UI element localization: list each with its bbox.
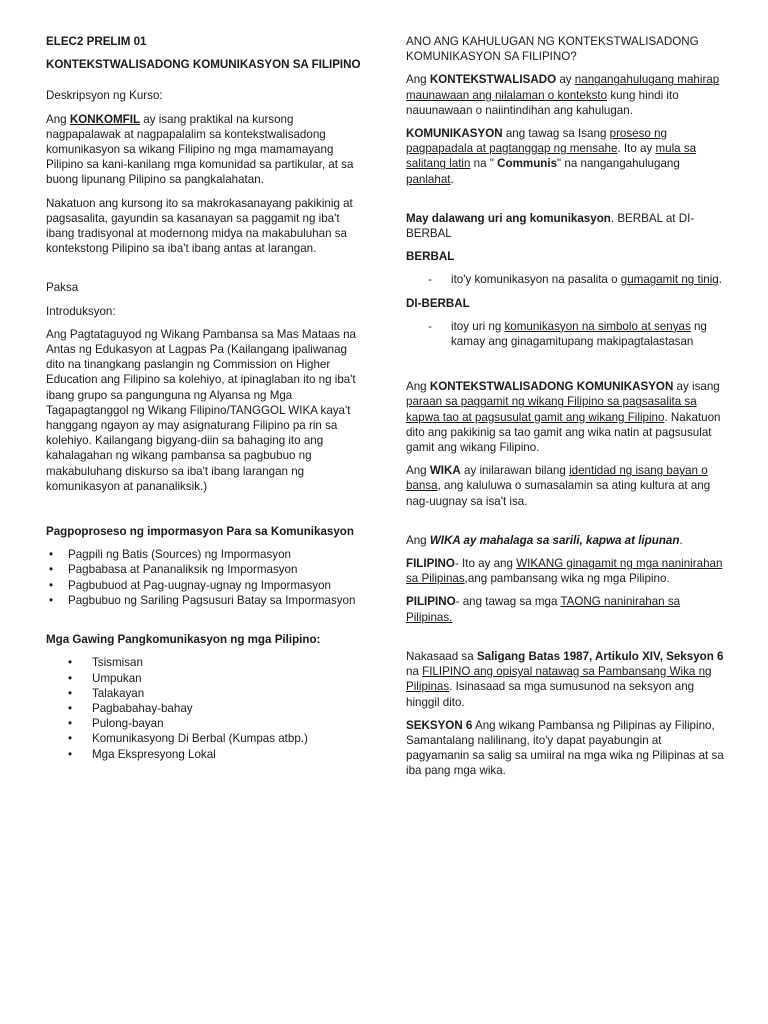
deskripsyon-heading: Deskripsyon ng Kurso: (46, 89, 163, 103)
left-column (46, 34, 368, 770)
list-item: • Pagbabahay-bahay (46, 701, 368, 716)
underlined-text: FILIPINO ang opisyal natawag sa Pambansang Wika ng Pilipinas (406, 665, 712, 694)
text: . (718, 273, 722, 287)
list-item: • Pulong-bayan (46, 716, 368, 731)
term: KOMUNIKASYON (406, 127, 503, 141)
term: PILIPINO (406, 595, 456, 609)
paragraph-kontekstwalisado (406, 72, 724, 118)
underlined-text: WIKANG ginagamit ng mga naninirahan sa Pilipinas (406, 557, 723, 586)
term: KONTEKSTWALISADONG KOMUNIKASYON (429, 380, 674, 394)
term: KONTEKSTWALISADO (429, 73, 557, 87)
document-header: ELEC2 PRELIM 01 (46, 35, 147, 48)
paragraph-kontekstwalisadong-komunikasyon (406, 379, 724, 455)
text: . BERBAL at DI-BERBAL (406, 211, 695, 241)
term: Saligang Batas 1987, Artikulo XIV, Seksyon 6 (476, 649, 724, 663)
list-item: • Pagpili ng Batis (Sources) ng Impormasyon (46, 547, 368, 562)
text: ay inilarawan bilang (460, 464, 570, 478)
term: SEKSYON 6 (406, 718, 473, 732)
list-item: • Komunikasyong Di Berbal (Kumpas atbp.) (46, 731, 368, 746)
paragraph-wika-mahalaga (406, 533, 724, 548)
underlined-text: komunikasyon na simbolo at senyas (504, 319, 691, 333)
paragraph-saligang-batas (406, 649, 724, 710)
text: ay isang praktikal na kursong nagpapalawak at nagpapalalim sa kontekstwalisadong komunikasyon sa wikang Filipino ng mga mamamayang Pilipino sa kani-kanilang mga komunidad sa partikular, at sa buong lipunang Pilipino sa pangkalahatan. (46, 112, 354, 187)
underlined-text: identidad ng isang bayan o bansa (406, 464, 708, 493)
paragraph-wika (406, 463, 724, 509)
right-column (406, 34, 724, 787)
paragraph-konkomfil (46, 112, 368, 188)
list-item: • Mga Ekspresyong Lokal (46, 747, 368, 762)
text: Ang wikang Pambansa ng Pilipinas ay Filipino, Samantalang nalilinang, ito'y dapat payabungin at pagyamanin sa salig sa umiiral na mga wika ng Pilipinas at sa iba pang mga wika. (406, 718, 724, 778)
underlined-text: proseso ng pagpapadala at pagtanggap ng mensahe (406, 127, 667, 156)
document-title: KONTEKSTWALISADONG KOMUNIKASYON SA FILIPINO (46, 58, 361, 72)
text: ang tawag sa Isang (502, 127, 610, 141)
text: na " (470, 157, 498, 171)
list-item: • Umpukan (46, 671, 368, 686)
proseso-list (46, 547, 368, 608)
underlined-text: panlahat (406, 172, 451, 186)
paragraph-dalawang-uri (406, 211, 724, 241)
gawi-heading: Mga Gawing Pangkomunikasyon ng mga Pilipino: (46, 633, 321, 647)
paragraph-nakatuon: Nakatuon ang kursong ito sa makrokasanayang pakikinig at pagsasalita, gayundin sa kasanayan sa paggamit ng iba't ibang tradisyonal at modernong midya na makabuluhan sa kontekstong Pilipino sa iba't ibang antas at larangan. (46, 196, 353, 256)
text: ,ang pambansang wika ng mga Pilipino. (464, 572, 670, 586)
text: itoy uri ng (451, 319, 505, 333)
underlined-text: TAONG naninirahan sa Pilipinas. (406, 595, 681, 624)
term-konkomfil: KONKOMFIL (69, 112, 141, 126)
text: Ang (406, 533, 430, 547)
list-item: • Pagbabasa at Pananaliksik ng Impormasyon (46, 562, 368, 577)
list-item: • Pagbubuo ng Sariling Pagsusuri Batay sa Impormasyon (46, 593, 368, 608)
gawi-list (46, 655, 368, 761)
underlined-text: mula sa salitang latin (406, 142, 697, 171)
text: . (450, 172, 454, 186)
text: . Isinasaad sa mga sumusunod na seksyon ang hinggil dito. (406, 680, 695, 709)
list-item: • Talakayan (46, 686, 368, 701)
diberbal-item (406, 319, 724, 349)
text: ay (556, 73, 575, 87)
text: Ang (46, 112, 70, 126)
text: . Nakatuon dito ang pakikinig sa tao gamit ang wika natin at pagsusulat gamit ang wikang Filipino. (406, 410, 721, 455)
text: . Ito ay (617, 142, 656, 156)
paksa-heading: Paksa (46, 281, 79, 295)
list-item: • Pagbubuod at Pag-uugnay-ugnay ng Impormasyon (46, 578, 368, 593)
text: ito'y komunikasyon na pasalita o (451, 273, 621, 287)
berbal-heading: BERBAL (406, 250, 455, 264)
text: na (406, 665, 423, 679)
proseso-heading: Pagpoproseso ng impormasyon Para sa Komunikasyon (46, 525, 354, 539)
text: - Ito ay ang (454, 557, 517, 571)
underlined-text: paraan sa paggamit ng wikang Filipino sa pagsasalita sa kapwa tao at pagsusulat gamit ang wikang Filipino (406, 395, 697, 424)
term: Communis (497, 157, 558, 171)
berbal-item (406, 272, 724, 287)
paragraph-komunikasyon (406, 126, 724, 187)
term: FILIPINO (406, 557, 455, 571)
term: WIKA ay mahalaga sa sarili, kapwa at lipunan (429, 533, 680, 547)
text: Nakasaad sa (406, 649, 477, 663)
paragraph-filipino (406, 556, 724, 586)
text: ng kamay ang ginagamitupang makipagtalastasan (451, 319, 707, 349)
text: . (679, 533, 683, 547)
underlined-text: gumagamit ng tinig (620, 273, 719, 287)
text: Ang (406, 380, 430, 394)
paragraph-pilipino (406, 594, 724, 624)
paragraph-pagtataguyod: Ang Pagtataguyod ng Wikang Pambansa sa Mas Mataas na Antas ng Edukasyon at Lagpas Pa (Kailangang ipaliwanag dito na tinangkang paslangin ng Commission on Higher Education ang Filipino sa kolehiyo, at ipinaglaban ito ng iba't ibang grupo sa pangunguna ng Alyansa ng Mga Tagapagtanggol ng Wikang Filipino/TANGGOL WIKA kaya't hanggang ngayon ay may asignaturang Filipino pa rin sa kolehiyo. Kailangang bigyang-diin sa bahaging ito ang kahalagahan ng wikang pambansa sa pagbubuo ng makabuluhang diskurso sa iba't ibang larangan ng komunikasyon at pananaliksik.) (46, 327, 356, 493)
question-heading: ANO ANG KAHULUGAN NG KONTEKSTWALISADONG KOMUNIKASYON SA FILIPINO? (406, 35, 699, 64)
diberbal-heading: DI-BERBAL (406, 296, 470, 310)
introduksyon-heading: Introduksyon: (46, 304, 116, 318)
underlined-text: nangangahulugang mahirap maunawaan ang nilalaman o konteksto (406, 73, 720, 102)
text: kung hindi ito nauunawaan o naiintindihan ang kahulugan. (406, 88, 679, 117)
text: - ang tawag sa mga (455, 595, 561, 609)
paragraph-seksyon-6 (406, 718, 724, 779)
text: ay isang (673, 380, 720, 394)
list-item: • Tsismisan (46, 655, 368, 670)
term: WIKA (429, 464, 461, 478)
text: " na nangangahulugang (557, 157, 680, 171)
text: , ang kaluluwa o sumasalamin sa ating kultura at ang nag-uugnay sa isa't isa. (406, 479, 711, 508)
term: May dalawang uri ang komunikasyon (406, 211, 611, 225)
text: Ang (406, 73, 430, 87)
text: Ang (406, 464, 430, 478)
